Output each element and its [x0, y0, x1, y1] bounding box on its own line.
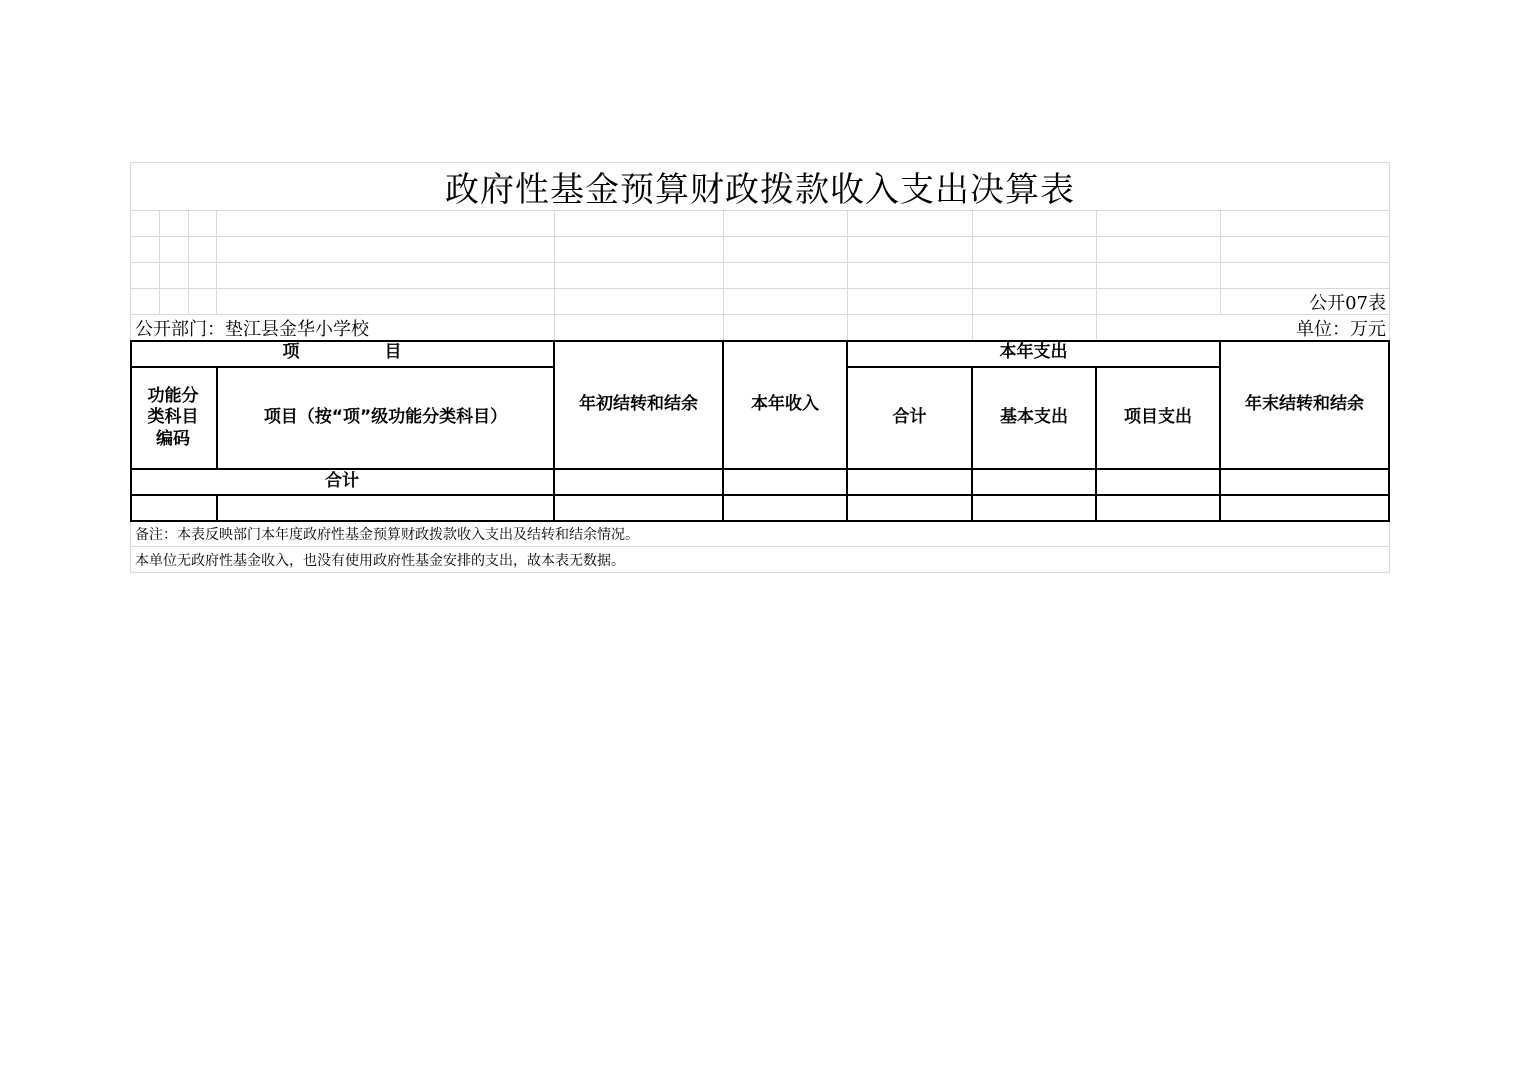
- note-line-2: 本单位无政府性基金收入，也没有使用政府性基金安排的支出，故本表无数据。: [135, 553, 625, 569]
- gridline: [159, 210, 160, 314]
- table-border: [130, 494, 1390, 496]
- spreadsheet: [130, 162, 1390, 573]
- unit-label: 单位：万元: [1296, 319, 1386, 340]
- header-expense-total: 合计: [892, 407, 927, 428]
- gridline: [216, 210, 217, 314]
- table-border: [130, 340, 132, 522]
- gridline: [130, 288, 1390, 289]
- gridline: [847, 210, 848, 340]
- gridline: [972, 210, 973, 340]
- header-expense-basic: 基本支出: [1000, 407, 1068, 428]
- header-func-code: 功能分类科目编码: [147, 386, 199, 449]
- page-title: 政府性基金预算财政拨款收入支出决算表: [445, 169, 1075, 210]
- form-code: 公开07表: [1309, 293, 1386, 314]
- header-expense-group: 本年支出: [999, 342, 1068, 363]
- gridline: [130, 236, 1390, 237]
- gridline: [130, 572, 1390, 573]
- table-border: [1388, 340, 1390, 522]
- gridline: [1220, 210, 1221, 314]
- header-current-income: 本年收入: [751, 394, 819, 415]
- header-carryover-end: 年末结转和结余: [1245, 394, 1364, 415]
- header-item-group: 项 目: [282, 342, 402, 363]
- header-item-name: 项目（按“项”级功能分类科目）: [263, 407, 508, 428]
- gridline: [554, 210, 555, 340]
- header-expense-project: 项目支出: [1124, 407, 1192, 428]
- gridline: [130, 262, 1390, 263]
- gridline: [130, 546, 1390, 547]
- header-carryover-begin: 年初结转和结余: [579, 394, 698, 415]
- total-row-label: 合计: [325, 471, 359, 492]
- note-line-1: 备注：本表反映部门本年度政府性基金预算财政拨款收入支出及结转和结余情况。: [135, 527, 639, 543]
- gridline: [1096, 210, 1097, 340]
- gridline: [188, 210, 189, 314]
- table-border: [130, 520, 1390, 522]
- department-label: 公开部门：垫江县金华小学校: [135, 319, 369, 340]
- table-border: [216, 494, 218, 522]
- gridline: [723, 210, 724, 340]
